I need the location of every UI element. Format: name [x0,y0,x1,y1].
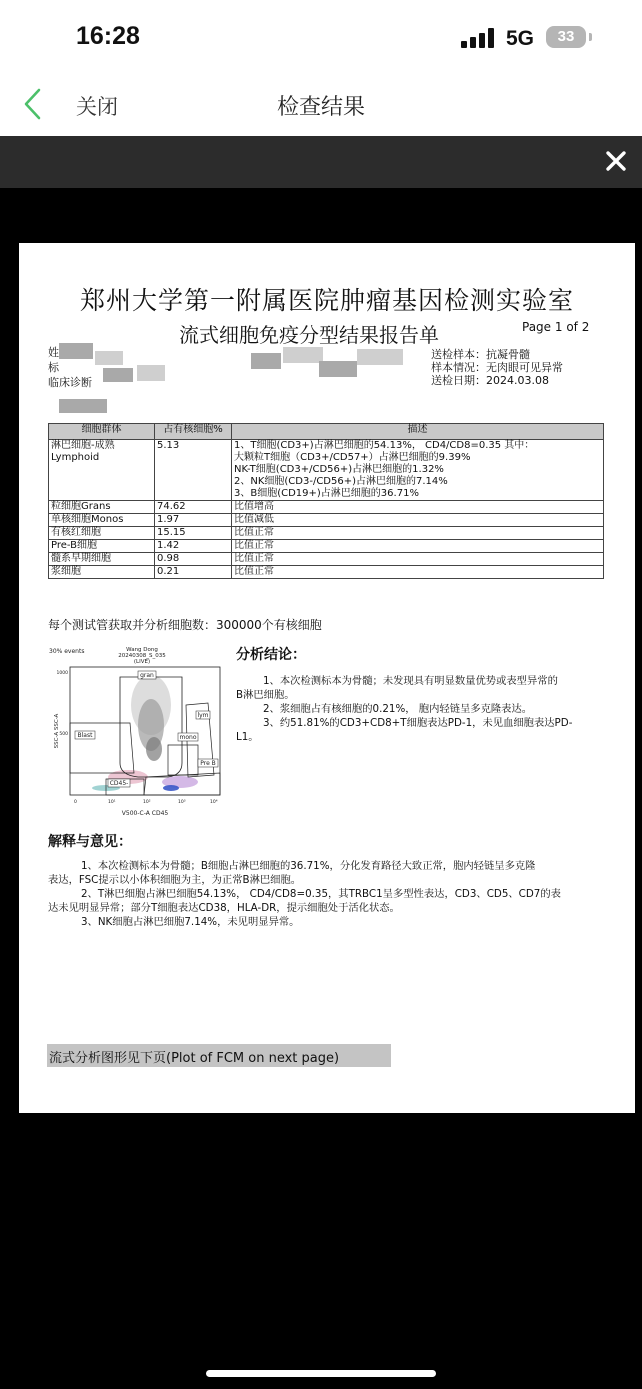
cell-population: 粒细胞Grans [49,501,155,514]
table-row [49,553,604,566]
plot-x-tick: 0 [74,800,77,805]
analysis-line: 1、本次检测标本为骨髓；未发现具有明显数量优势或表型异常的 [263,675,558,687]
redacted-block [137,365,165,381]
plot-x-tick: 10¹ [108,800,116,805]
redacted-block [59,399,107,413]
close-viewer-icon[interactable] [600,145,632,177]
viewer-toolbar [0,136,642,188]
cell-percent: 0.21 [155,566,232,579]
table-row-lymphoid [49,440,604,501]
cell-percent: 1.97 [155,514,232,527]
gate-label-preb: Pre B [200,760,216,767]
analysis-line: 3、约51.81%的CD3+CD8+T细胞表达PD-1，未见血细胞表达PD- [263,717,573,729]
results-table [48,423,604,579]
analysis-heading: 分析结论： [236,647,306,663]
col-header-percent: 占有核细胞% [155,424,232,440]
redacted-block [251,353,281,369]
plot-live-label: (LIVE) [133,659,151,665]
plot-x-tick: 10² [143,800,151,805]
cells-count-line: 每个测试管获取并分析细胞数：300000个有核细胞 [48,618,322,632]
sample-type: 送检样本：抗凝骨髓 [431,348,530,361]
institution-heading: 郑州大学第一附属医院肿瘤基因检测实验室 [79,286,574,315]
gate-label-cd45neg: CD45- [109,780,129,787]
desc-line: 1、T细胞(CD3+)占淋巴细胞的54.13%， CD4/CD8=0.35 其中： [234,440,535,451]
analysis-line: 2、浆细胞占有核细胞的0.21%， 胞内轻链呈多克隆表达。 [263,703,533,715]
signal-icon [461,28,497,48]
redacted-block [283,347,323,363]
plot-events-label: 30% events [49,648,85,655]
cell-percent: 0.98 [155,553,232,566]
table-row [49,514,604,527]
lymph-name-line: Lymphoid [51,452,100,463]
page-title: 检查结果 [276,95,365,120]
interpretation-line: 3、NK细胞占淋巴细胞7.14%，未见明显异常。 [81,916,300,928]
cell-cloud [163,785,179,791]
status-time: 16:28 [76,22,140,50]
cell-description: 比值正常 [232,566,604,579]
analysis-line: L1。 [236,731,259,743]
page-indicator: Page 1 of 2 [522,320,590,334]
cell-description: 比值增高 [232,501,604,514]
redacted-block [319,361,357,377]
interpretation-line: 2、T淋巴细胞占淋巴细胞54.13%， CD4/CD8=0.35，其TRBC1呈多型性表达，CD3、CD5、CD7的表 [81,888,561,900]
redacted-block [103,368,133,382]
next-page-note: 流式分析图形见下页(Plot of FCM on next page) [49,1051,340,1066]
desc-line: NK-T细胞(CD3+/CD56+)占淋巴细胞的1.32% [234,464,444,475]
flow-cytometry-plot [48,645,228,825]
diagnosis-field-fragment: 临床诊断 [48,376,92,389]
patient-field-fragment: 标 [48,361,59,374]
report-document [19,243,635,1113]
table-header-row [49,424,604,440]
interpretation-line: 达未见明显异常；部分T细胞表达CD38，HLA-DR，提示细胞处于活化状态。 [48,902,400,914]
desc-line: 2、NK细胞(CD3-/CD56+)占淋巴细胞的7.14% [234,476,448,487]
gate-label-gran: gran [140,672,154,679]
desc-line: 大颗粒T细胞（CD3+/CD57+）占淋巴细胞的9.39% [234,452,471,463]
plot-x-tick: 10³ [178,800,186,805]
lymph-name-line: 淋巴细胞-成熟 [51,440,115,451]
plot-file-label: 20240308_S_035 [118,653,166,659]
gate-label-lym: lym [197,712,209,719]
interpretation-line: 1、本次检测标本为骨髓；B细胞占淋巴细胞的36.71%，分化发育路径大致正常，胞内轻链呈多克隆 [81,860,536,872]
cell-percent: 74.62 [155,501,232,514]
cell-percent: 15.15 [155,527,232,540]
col-header-description: 描述 [232,424,604,440]
gate-label-blast: Blast [77,732,93,739]
submit-date: 送检日期：2024.03.08 [431,374,549,387]
table-row [49,501,604,514]
cell-population: 髓系早期细胞 [49,553,155,566]
cell-description: 比值正常 [232,553,604,566]
col-header-population: 细胞群体 [49,424,155,440]
cell-description: 比值减低 [232,514,604,527]
battery-icon: 33 [546,26,586,48]
cell-description: 比值正常 [232,540,604,553]
analysis-line: B淋巴细胞。 [236,689,295,701]
plot-x-tick: 10⁴ [210,800,218,805]
battery-tip [589,33,592,41]
plot-y-axis-label: SSC-A SSC-A [54,713,60,749]
plot-x-axis-label: V500-C-A CD45 [121,810,169,817]
cell-percent: 1.42 [155,540,232,553]
plot-operator-label: Wang Dong [126,647,158,653]
redacted-block [95,351,123,365]
cell-population: Pre-B细胞 [49,540,155,553]
network-label: 5G [506,27,535,50]
patient-field-fragment: 姓 [48,346,59,359]
status-bar [0,0,642,74]
interpretation-heading: 解释与意见： [48,834,132,850]
cell-population: 单核细胞Monos [49,514,155,527]
cell-population: 浆细胞 [49,566,155,579]
cell-population: 有核红细胞 [49,527,155,540]
interpretation-line: 表达，FSC提示以小体积细胞为主，为正常B淋巴细胞。 [48,874,302,886]
cell-description: 比值正常 [232,527,604,540]
plot-y-tick: 500 [59,732,68,737]
cell-population [49,440,155,501]
redacted-block [59,343,93,359]
close-button[interactable]: 关闭 [76,95,118,119]
cell-cloud [146,737,162,761]
cell-description [232,440,604,501]
cell-percent: 5.13 [155,440,232,501]
plot-y-tick: 1000 [56,671,68,676]
table-row [49,527,604,540]
table-row [49,540,604,553]
redacted-block [357,349,403,365]
table-row [49,566,604,579]
desc-line: 3、B细胞(CD19+)占淋巴细胞的36.71% [234,488,419,499]
home-indicator[interactable] [206,1370,436,1377]
gate-label-mono: mono [179,734,197,741]
sample-condition: 样本情况：无肉眼可见异常 [431,361,563,374]
report-title: 流式细胞免疫分型结果报告单 [179,323,439,347]
